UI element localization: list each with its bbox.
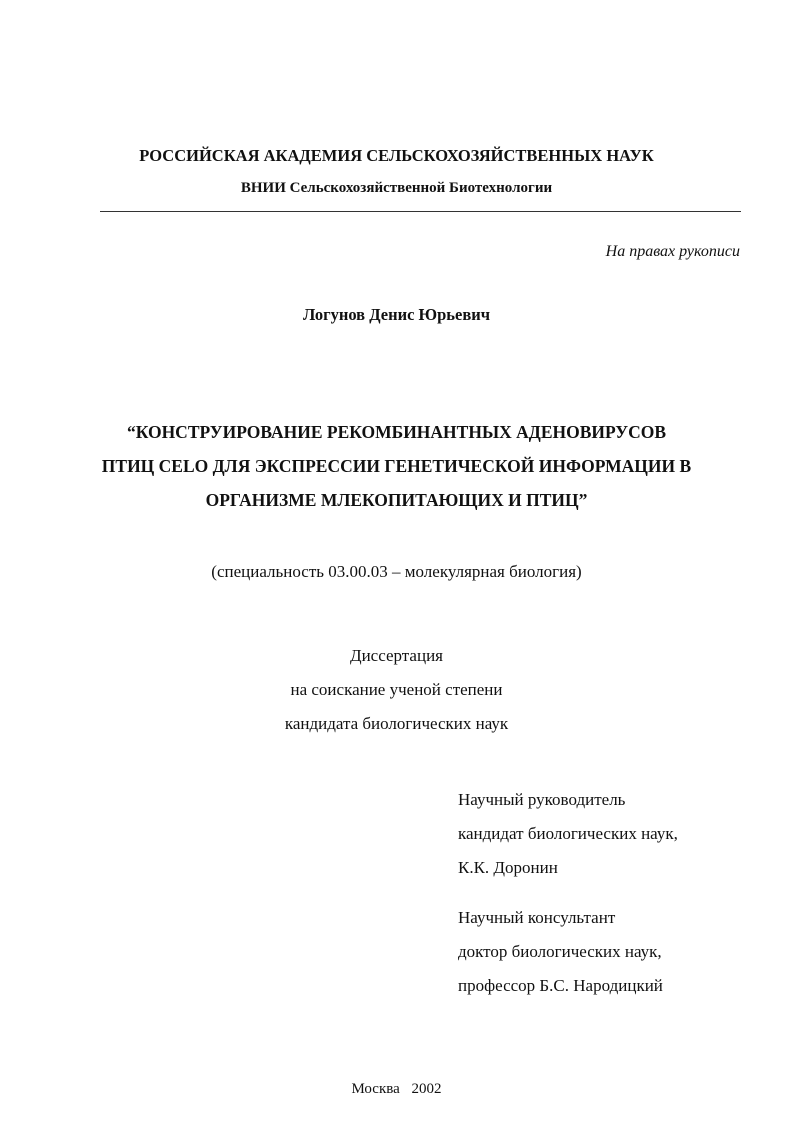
place-and-year: Москва 2002	[351, 1081, 442, 1097]
supervisor-role: Научный руководитель	[458, 790, 626, 809]
consultant-role: Научный консультант	[458, 908, 616, 927]
degree-line: на соискание ученой степени	[290, 680, 503, 699]
dissertation-label: Диссертация	[349, 646, 443, 665]
consultant-name: профессор Б.С. Народицкий	[458, 976, 663, 995]
supervisor-degree: кандидат биологических наук,	[458, 824, 678, 843]
specialty: (специальность 03.00.03 – молекулярная биология)	[211, 562, 582, 581]
consultant-degree: доктор биологических наук,	[458, 942, 662, 961]
supervisor-name: К.К. Доронин	[458, 858, 558, 877]
dissertation-title-line: ПТИЦ CELO ДЛЯ ЭКСПРЕССИИ ГЕНЕТИЧЕСКОЙ ИНФОРМАЦИИ В	[101, 456, 692, 476]
manuscript-note: На правах рукописи	[605, 243, 740, 260]
dissertation-title-line: ОРГАНИЗМЕ МЛЕКОПИТАЮЩИХ И ПТИЦ”	[205, 490, 588, 510]
degree-line: кандидата биологических наук	[284, 714, 509, 733]
author-name: Логунов Денис Юрьевич	[302, 305, 491, 324]
dissertation-title-line: “КОНСТРУИРОВАНИЕ РЕКОМБИНАНТНЫХ АДЕНОВИРУСОВ	[126, 422, 667, 442]
institute-heading: ВНИИ Сельскохозяйственной Биотехнологии	[240, 180, 553, 196]
organization-heading: РОССИЙСКАЯ АКАДЕМИЯ СЕЛЬСКОХОЗЯЙСТВЕННЫХ НАУК	[139, 146, 654, 165]
header-divider	[100, 211, 741, 212]
